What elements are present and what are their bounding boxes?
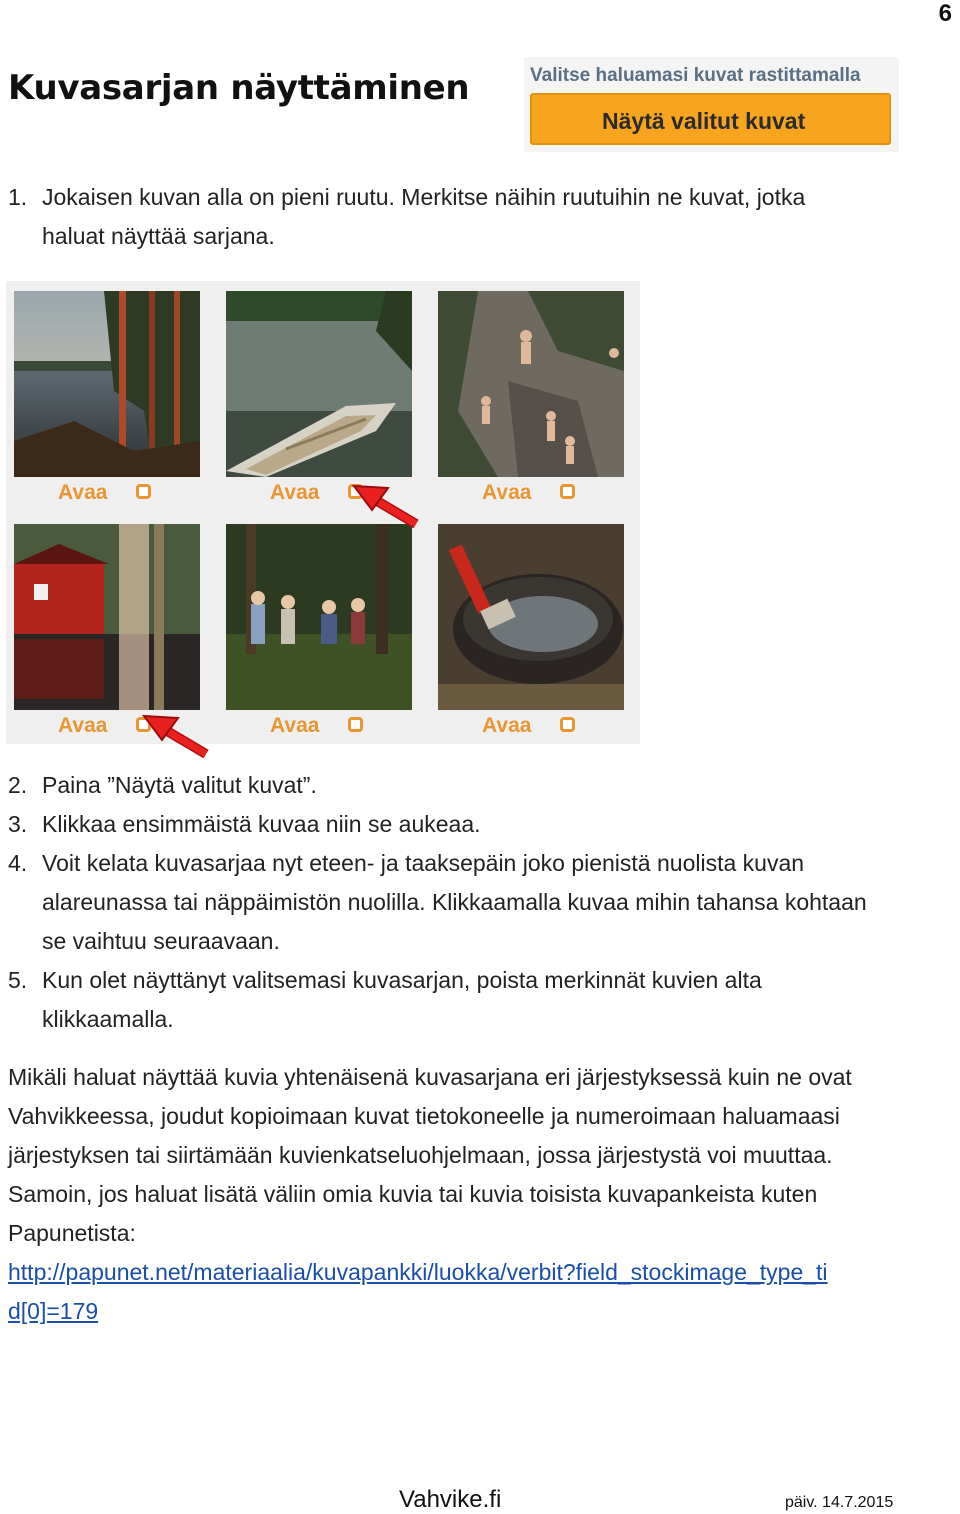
- footer-date: päiv. 14.7.2015: [785, 1494, 894, 1511]
- note-line: järjestyksen tai siirtämään kuvienkatseluohjelmaan, jossa järjestystä voi muuttaa.: [8, 1142, 833, 1168]
- note-line: Samoin, jos haluat lisätä väliin omia kuvia tai kuvia toisista kuvapankeista kuten: [8, 1181, 818, 1207]
- step-number: 3.: [8, 811, 28, 837]
- step-text: Voit kelata kuvasarjaa nyt eteen- ja taaksepäin joko pienistä nuolista kuvan: [42, 850, 805, 876]
- arrow-pointer-icon: [140, 710, 212, 760]
- open-link[interactable]: Avaa: [270, 714, 320, 737]
- step-text: Paina ”Näytä valitut kuvat”.: [42, 772, 317, 798]
- image-children-forest[interactable]: [226, 524, 412, 710]
- step-number: 4.: [8, 850, 28, 876]
- steps-list: [0, 766, 960, 1046]
- open-link[interactable]: Avaa: [482, 481, 532, 504]
- step-1: [0, 178, 960, 258]
- papunet-link[interactable]: http://papunet.net/materiaalia/kuvapankki/luokka/verbit?field_stockimage_type_ti: [8, 1259, 828, 1285]
- image-rowboat[interactable]: [226, 291, 412, 477]
- note-line: Mikäli haluat näyttää kuvia yhtenäisenä kuvasarjana eri järjestyksessä kuin ne ovat: [8, 1064, 852, 1090]
- arrow-pointer-icon: [350, 480, 422, 530]
- step-number: 2.: [8, 772, 28, 798]
- image-swimmers-rocks[interactable]: [438, 291, 624, 477]
- step-text: Klikkaa ensimmäistä kuvaa niin se aukeaa.: [42, 811, 481, 837]
- show-selected-button[interactable]: [530, 93, 891, 145]
- note-line: Papunetista:: [8, 1220, 136, 1246]
- note-line: Vahvikkeessa, joudut kopioimaan kuvat tietokoneelle ja numeroimaan haluamaasi: [8, 1103, 840, 1129]
- footer-site: Vahvike.fi: [399, 1486, 502, 1513]
- step-text: se vaihtuu seuraavaan.: [42, 928, 280, 954]
- step-text: klikkaamalla.: [42, 1006, 174, 1032]
- step-text: Kun olet näyttänyt valitsemasi kuvasarjan, poista merkinnät kuvien alta: [42, 967, 762, 993]
- step-text: alareunassa tai näppäimistön nuolilla. Klikkaamalla kuvaa mihin tahansa kohtaan: [42, 889, 867, 915]
- image-red-cabin[interactable]: [14, 524, 200, 710]
- image-lake-pines[interactable]: [14, 291, 200, 477]
- banner-instruction: Valitse haluamasi kuvat rastittamalla: [530, 65, 861, 86]
- select-checkbox[interactable]: [560, 717, 575, 732]
- instruction-banner: [524, 57, 899, 152]
- step-number: 1.: [8, 184, 28, 210]
- open-link[interactable]: Avaa: [482, 714, 532, 737]
- show-selected-label: Näytä valitut kuvat: [602, 108, 806, 134]
- note-paragraph: [8, 1058, 958, 1338]
- image-grid: [6, 281, 640, 744]
- select-checkbox[interactable]: [136, 484, 151, 499]
- step-number: 5.: [8, 967, 28, 993]
- open-link[interactable]: Avaa: [270, 481, 320, 504]
- page-number: 6: [938, 0, 952, 27]
- image-tub-brush[interactable]: [438, 524, 624, 710]
- papunet-link-continued[interactable]: d[0]=179: [8, 1298, 99, 1324]
- step-text: haluat näyttää sarjana.: [42, 223, 275, 249]
- page-title: Kuvasarjan näyttäminen: [8, 68, 470, 108]
- open-link[interactable]: Avaa: [58, 481, 108, 504]
- step-text: Jokaisen kuvan alla on pieni ruutu. Merkitse näihin ruutuihin ne kuvat, jotka: [42, 184, 806, 210]
- open-link[interactable]: Avaa: [58, 714, 108, 737]
- select-checkbox[interactable]: [348, 717, 363, 732]
- select-checkbox[interactable]: [560, 484, 575, 499]
